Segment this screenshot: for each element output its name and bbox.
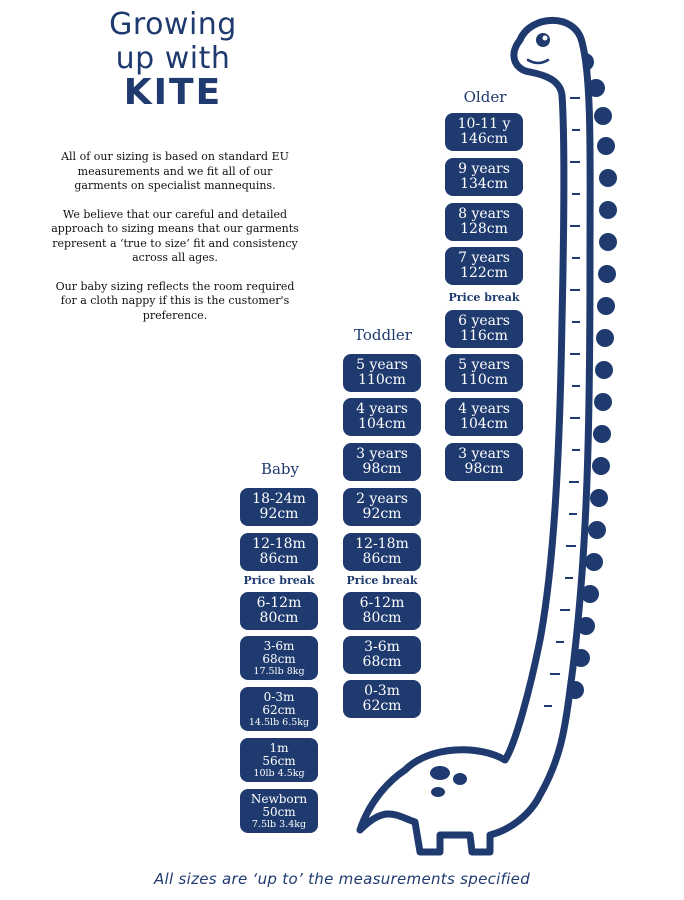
toddler-size-6-12m: 6-12m 80cm — [343, 592, 421, 630]
toddler-size-0-3m: 0-3m 62cm — [343, 680, 421, 718]
older-size-3-years: 3 years 98cm — [445, 443, 523, 481]
toddler-size-3-6m: 3-6m 68cm — [343, 636, 421, 674]
baby-size-12-18m: 12-18m 86cm — [240, 533, 318, 571]
footer-note: All sizes are ‘up to’ the measurements specified — [153, 870, 531, 888]
title-line-1: Growing — [109, 7, 237, 42]
baby-size-1m: 1m 56cm 10lb 4.5kg — [240, 738, 318, 782]
toddler-size-4-years: 4 years 104cm — [343, 398, 421, 436]
older-size-10-11y: 10-11 y 146cm — [445, 113, 523, 151]
toddler-size-12-18m: 12-18m 86cm — [343, 533, 421, 571]
baby-size-18-24m: 18-24m 92cm — [240, 488, 318, 526]
older-size-7-years: 7 years 122cm — [445, 247, 523, 285]
older-size-5-years: 5 years 110cm — [445, 354, 523, 392]
older-size-8-years: 8 years 128cm — [445, 203, 523, 241]
older-size-4-years: 4 years 104cm — [445, 398, 523, 436]
toddler-heading: Toddler — [354, 326, 412, 344]
baby-price-break: Price break — [243, 574, 315, 587]
baby-size-newborn: Newborn 50cm 7.5lb 3.4kg — [240, 789, 318, 833]
intro-text — [50, 150, 300, 337]
baby-size-0-3m: 0-3m 62cm 14.5lb 6.5kg — [240, 687, 318, 731]
baby-heading: Baby — [260, 460, 300, 478]
title-line-2: up with — [115, 41, 231, 76]
intro-paragraph-3: Our baby sizing reflects the room required for a cloth nappy if this is the customer's preference. — [55, 279, 295, 322]
older-size-6-years: 6 years 116cm — [445, 310, 523, 348]
intro-paragraph-2: We believe that our careful and detailed approach to sizing means that our garments represent a ‘true to size’ fit and consistency across all ages. — [51, 207, 299, 264]
intro-paragraph-1: All of our sizing is based on standard EU measurements and we fit all of our garments on specialist mannequins. — [61, 150, 289, 192]
toddler-price-break: Price break — [346, 574, 418, 587]
older-price-break: Price break — [448, 291, 520, 304]
toddler-size-5-years: 5 years 110cm — [343, 354, 421, 392]
dinosaur-eye — [536, 33, 550, 47]
baby-size-3-6m: 3-6m 68cm 17.5lb 8kg — [240, 636, 318, 680]
toddler-size-3-years: 3 years 98cm — [343, 443, 421, 481]
baby-size-6-12m: 6-12m 80cm — [240, 592, 318, 630]
title-brand-logo: KITE — [123, 72, 223, 113]
page-title — [98, 7, 248, 113]
older-size-9-years: 9 years 134cm — [445, 158, 523, 196]
older-heading: Older — [463, 88, 507, 106]
toddler-size-2-years: 2 years 92cm — [343, 488, 421, 526]
